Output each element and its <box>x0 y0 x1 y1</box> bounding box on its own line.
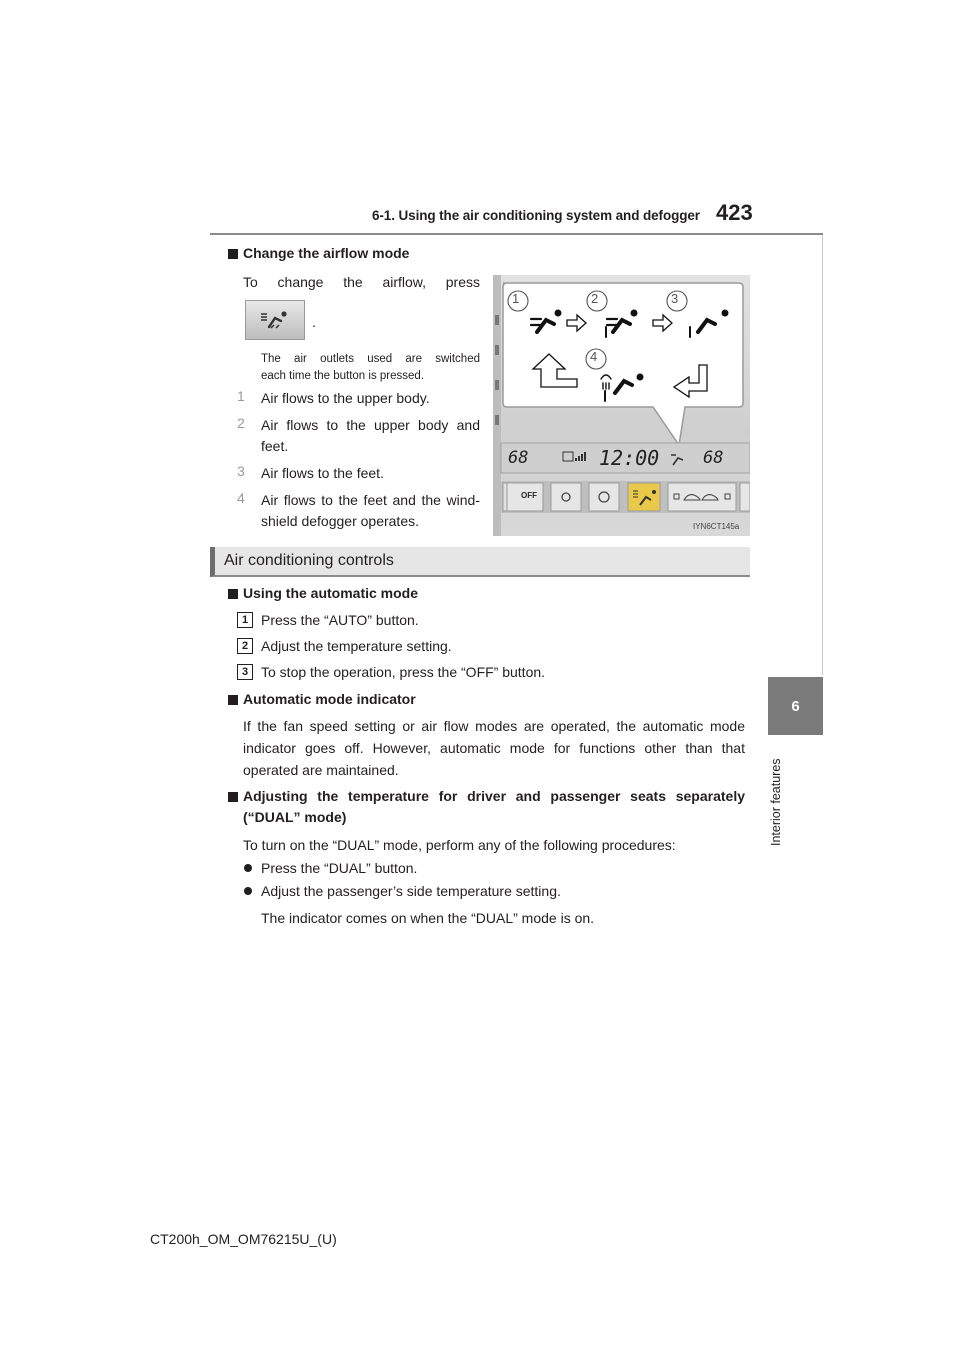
step-number-box <box>237 664 253 680</box>
heading-square-icon <box>228 589 238 599</box>
automatic-mode-heading: Using the automatic mode <box>243 585 419 601</box>
bullet-icon <box>244 887 252 895</box>
display-clock: 12:00 <box>599 446 660 470</box>
dual-heading-line2: (“DUAL” mode) <box>243 809 347 825</box>
chapter-label-text: Interior features <box>769 758 783 846</box>
step-number: 1 <box>241 614 249 626</box>
indicator-heading: Automatic mode indicator <box>243 691 416 707</box>
callout-1: 1 <box>512 291 520 306</box>
airflow-note-line2: each time the button is pressed. <box>261 370 425 382</box>
chapter-tab[interactable] <box>768 677 823 735</box>
dual-note: The indicator comes on when the “DUAL” mode is on. <box>261 910 595 926</box>
document-code: CT200h_OM_OM76215U_(U) <box>150 1231 337 1247</box>
bullet-icon <box>244 864 252 872</box>
item-text: Air flows to the upper body and <box>261 417 480 433</box>
callout-2: 2 <box>591 291 599 306</box>
off-button-label: OFF <box>521 491 537 500</box>
image-code: IYN6CT145a <box>693 522 740 531</box>
callout-4: 4 <box>590 349 598 364</box>
chapter-label <box>767 742 787 852</box>
chapter-number: 6 <box>791 697 800 715</box>
callout-3: 3 <box>671 291 679 306</box>
airflow-mode-icon <box>258 308 292 332</box>
display-right-temp: 68 <box>703 448 724 468</box>
step-text: Adjust the temperature setting. <box>261 638 452 654</box>
dual-bullet-text: Press the “DUAL” button. <box>261 860 418 876</box>
item-number: 3 <box>237 463 245 479</box>
item-text-cont: shield defogger operates. <box>261 513 419 529</box>
item-text: Air flows to the feet. <box>261 465 384 481</box>
step-number: 2 <box>241 640 249 652</box>
airflow-intro-period: . <box>312 314 316 330</box>
heading-square-icon <box>228 792 238 802</box>
step-text: To stop the operation, press the “OFF” button. <box>261 664 546 680</box>
airflow-heading: Change the airflow mode <box>243 245 410 261</box>
step-number-box <box>237 612 253 628</box>
step-number-box <box>237 638 253 654</box>
step-number: 3 <box>241 666 249 678</box>
item-text-cont: feet. <box>261 438 289 454</box>
step-text: Press the “AUTO” button. <box>261 612 419 628</box>
page-number: 423 <box>716 200 753 225</box>
airflow-note-line1: The air outlets used are switched <box>261 353 480 365</box>
airflow-mode-button[interactable] <box>245 300 305 340</box>
item-text: Air flows to the upper body. <box>261 390 430 406</box>
side-rule <box>822 235 823 675</box>
header-rule <box>210 233 823 235</box>
item-text: Air flows to the feet and the wind- <box>261 492 480 508</box>
item-number: 4 <box>237 490 245 506</box>
running-header: 6-1. Using the air conditioning system and defogger <box>372 208 700 223</box>
heading-square-icon <box>228 695 238 705</box>
indicator-text-line2: indicator goes off. However, automatic mode for functions other than that <box>243 740 745 756</box>
item-number: 1 <box>237 388 245 404</box>
indicator-text-line3: operated are maintained. <box>243 762 399 778</box>
dual-intro: To turn on the “DUAL” mode, perform any of the following procedures: <box>243 837 676 853</box>
item-number: 2 <box>237 415 245 431</box>
airflow-intro: To change the airflow, press <box>243 274 480 290</box>
display-left-temp: 68 <box>508 448 529 468</box>
dual-bullet-text: Adjust the passenger’s side temperature setting. <box>261 883 561 899</box>
airflow-diagram <box>493 275 750 536</box>
dual-heading-line1: Adjusting the temperature for driver and passenger seats separately <box>243 788 745 804</box>
section-header <box>210 547 750 577</box>
section-title: Air conditioning controls <box>224 552 394 569</box>
indicator-text-line1: If the fan speed setting or air flow modes are operated, the automatic mode <box>243 718 745 734</box>
heading-square-icon <box>228 249 238 259</box>
